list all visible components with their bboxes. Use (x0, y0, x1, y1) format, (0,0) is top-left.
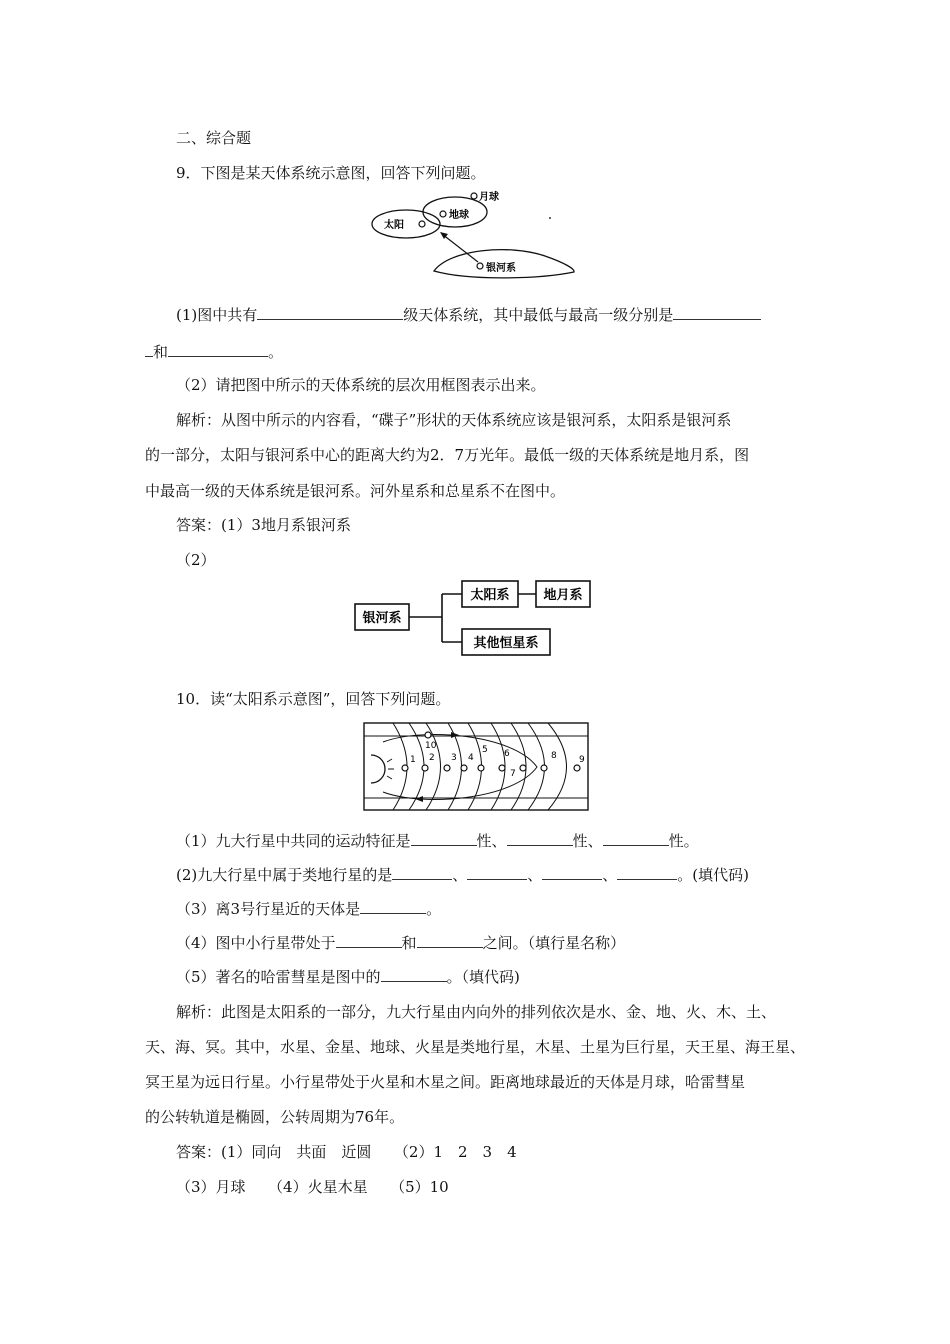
planet-label-4: 4 (468, 753, 474, 763)
planet-9 (574, 765, 580, 771)
section-heading: 二、综合题 (176, 129, 252, 147)
celestial-system-figure (370, 186, 580, 282)
planet-label-9: 9 (579, 755, 585, 765)
planet-7 (520, 765, 526, 771)
speck (549, 217, 551, 219)
q9-stem: 9．下图是某天体系统示意图，回答下列问题。 (176, 164, 486, 182)
box-solar-label: 太阳系 (470, 588, 510, 603)
comet-10 (425, 732, 431, 738)
galaxy-dot (477, 263, 483, 269)
q9-analysis-2: 的一部分，太阳与银河系中心的距离大约为2．7万光年。最低一级的天体系统是地月系，图 (145, 446, 750, 464)
q9-part2: （2）请把图中所示的天体系统的层次用框图表示出来。 (176, 376, 546, 394)
box-other-label: 其他恒星系 (473, 636, 539, 651)
q9-analysis-3: 中最高一级的天体系统是银河系。河外星系和总星系不在图中。 (145, 482, 566, 500)
pointer-arrow (442, 234, 478, 262)
hierarchy-diagram (354, 578, 594, 656)
earth-dot (440, 211, 446, 217)
moon-label: 月球 (479, 192, 499, 203)
q10-answer-1: 答案：(1）同向 共面 近圆 （2）1 2 3 4 (176, 1143, 517, 1161)
q9-part1: (1)图中共有 级天体系统，其中最低与最高一级分别是 (176, 304, 761, 325)
planet-label-1: 1 (410, 755, 416, 765)
q10-part2: (2)九大行星中属于类地行星的是 、 、 、 。(填代码) (176, 866, 750, 884)
planet-5 (478, 765, 484, 771)
box-galaxy-label: 银河系 (362, 611, 402, 626)
moon-dot (471, 193, 477, 199)
q9-answer-1: 答案：(1）3地月系银河系 (176, 516, 351, 534)
planet-1 (402, 765, 408, 771)
q10-analysis-3: 冥王星为远日行星。小行星带处于火星和木星之间。距离地球最近的天体是月球，哈雷彗星 (145, 1073, 746, 1091)
q10-part5: （5）著名的哈雷彗星是图中的 。（填代码) (176, 968, 520, 986)
q10-part1: （1）九大行星中共同的运动特征是 性、 性、 性。 (176, 832, 699, 850)
q9-answer-2: （2） (176, 551, 216, 569)
q9-part1-cont: 和 。 (145, 341, 283, 362)
planet-label-8: 8 (551, 751, 557, 761)
q10-analysis-2: 天、海、冥。其中，水星、金星、地球、火星是类地行星，木星、土星为巨行星，天王星、海王星、 (145, 1038, 806, 1056)
planet-3 (444, 765, 450, 771)
q10-answer-2: （3）月球 （4）火星木星 （5）10 (176, 1178, 449, 1196)
planet-label-3: 3 (451, 753, 457, 763)
planet-label-6: 6 (504, 749, 510, 759)
planet-6 (499, 765, 505, 771)
planet-label-5: 5 (482, 745, 488, 755)
galaxy-label: 银河系 (486, 263, 516, 274)
q10-analysis-4: 的公转轨道是椭圆，公转周期为76年。 (145, 1108, 405, 1126)
q10-part4: （4）图中小行星带处于 和 之间。（填行星名称） (176, 934, 626, 952)
planet-8 (541, 765, 547, 771)
sun-dot (419, 221, 425, 227)
planet-label-7: 7 (510, 769, 516, 779)
comet-label-10: 10 (425, 741, 437, 751)
planet-label-2: 2 (429, 753, 435, 763)
q9-analysis-1: 解析：从图中所示的内容看，“碟子”形状的天体系统应该是银河系，太阳系是银河系 (176, 411, 732, 429)
q10-stem: 10．读“太阳系示意图”，回答下列问题。 (176, 690, 451, 708)
solar-system-figure (363, 722, 589, 812)
box-earthmoon-label: 地月系 (543, 588, 583, 603)
q10-analysis-1: 解析：此图是太阳系的一部分，九大行星由内向外的排列依次是水、金、地、火、木、土、 (176, 1003, 777, 1021)
solar-system-ellipse (372, 210, 440, 238)
earth-label: 地球 (449, 210, 469, 221)
q10-part3: （3）离3号行星近的天体是 。 (176, 900, 442, 918)
planet-2 (422, 765, 428, 771)
planet-4 (461, 765, 467, 771)
sun-label: 太阳 (384, 220, 404, 231)
